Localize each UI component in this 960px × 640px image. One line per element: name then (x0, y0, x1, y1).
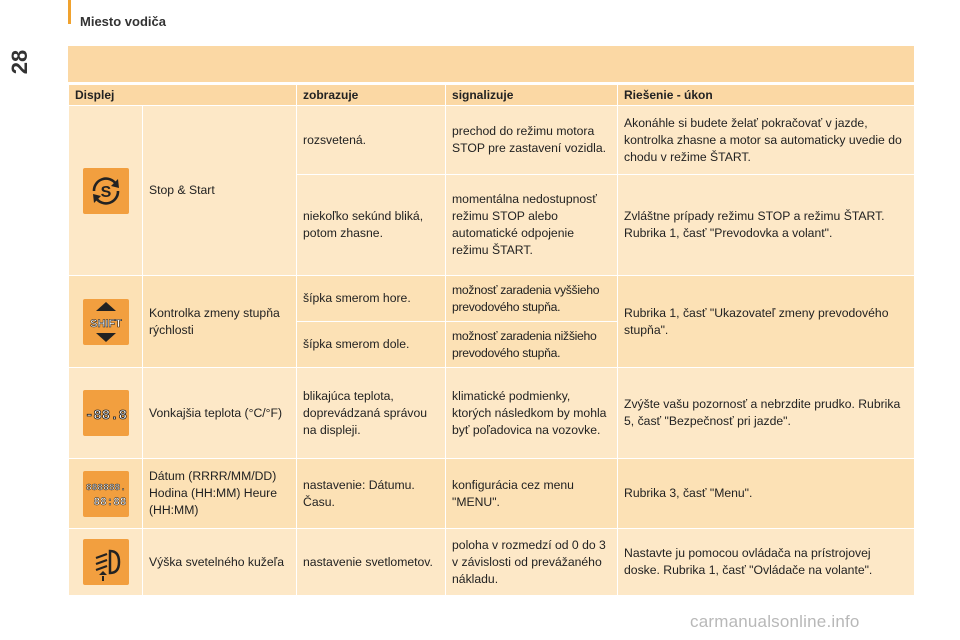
temperature-icon-text: -88.8 (84, 408, 127, 424)
stop-start-name: Stop & Start (143, 106, 297, 276)
headlamp-action: Nastavte ju pomocou ovládača na prístrojovej doske. Rubrika 1, časť "Ovládače na volante". (618, 529, 915, 596)
header-shows: zobrazuje (297, 85, 446, 106)
headlamp-icon-cell (69, 529, 143, 596)
shift-signals-a: možnosť zaradenia vyššieho prevodového stupňa. (446, 276, 618, 322)
table-row (69, 459, 915, 529)
temperature-shows: blikajúca teplota, doprevádzaná správou na displeji. (297, 368, 446, 459)
stop-start-shows-a: rozsvetená. (297, 106, 446, 175)
temperature-icon-cell (69, 368, 143, 459)
svg-text:S: S (100, 183, 111, 201)
stop-start-signals-a: prechod do režimu motora STOP pre zastavení vozidla. (446, 106, 618, 175)
shift-action: Rubrika 1, časť "Ukazovateľ zmeny prevodového stupňa". (618, 276, 915, 368)
table-banner (68, 46, 914, 82)
shift-shows-b: šípka smerom dole. (297, 322, 446, 368)
stop-start-s-icon (83, 168, 129, 214)
header-display: Displej (69, 85, 297, 106)
outside-temperature-display-icon (83, 390, 129, 436)
datetime-name: Dátum (RRRR/MM/DD) Hodina (HH:MM) Heure (HH:MM) (143, 459, 297, 529)
warning-display-table (68, 84, 915, 596)
table-row (69, 106, 915, 175)
page-number: 28 (7, 49, 32, 75)
headlamp-beam-height-icon (83, 539, 129, 585)
temperature-signals: klimatické podmienky, ktorých následkom by mohla byť poľadovica na vozovke. (446, 368, 618, 459)
shift-icon-cell (69, 276, 143, 368)
stop-start-action-a: Akonáhle si budete želať pokračovať v jazde, kontrolka zhasne a motor sa automaticky uvedie do chodu v režime ŠTART. (618, 106, 915, 175)
gear-shift-indicator-icon (83, 299, 129, 345)
shift-shows-a: šípka smerom hore. (297, 276, 446, 322)
section-title: Miesto vodiča (80, 14, 166, 29)
shift-signals-b: možnosť zaradenia nižšieho prevodového stupňa. (446, 322, 618, 368)
stop-start-signals-b: momentálna nedostupnosť režimu STOP alebo automatické odpojenie režimu ŠTART. (446, 175, 618, 276)
shift-icon-text: SHIFT (89, 317, 122, 330)
temperature-name: Vonkajšia teplota (°C/°F) (143, 368, 297, 459)
headlamp-signals: poloha v rozmedzí od 0 do 3 v závislosti od prevážaného nákladu. (446, 529, 618, 596)
table-header-row (69, 85, 915, 106)
datetime-shows: nastavenie: Dátumu. Času. (297, 459, 446, 529)
headlamp-name: Výška svetelného kužeľa (143, 529, 297, 596)
table-row (69, 529, 915, 596)
shift-name: Kontrolka zmeny stupňa rýchlosti (143, 276, 297, 368)
datetime-icon-text-2: 88:88 (92, 496, 127, 509)
temperature-action: Zvýšte vašu pozornosť a nebrzdite prudko. Rubrika 5, časť "Bezpečnosť pri jazde". (618, 368, 915, 459)
datetime-icon-cell (69, 459, 143, 529)
date-time-display-icon (83, 471, 129, 517)
accent-bar (68, 0, 71, 24)
datetime-icon-text-1: 888888. (85, 481, 126, 493)
table-row (69, 276, 915, 322)
table-row (69, 368, 915, 459)
header-action: Riešenie - úkon (618, 85, 915, 106)
watermark: carmanualsonline.info (690, 612, 860, 631)
headlamp-shows: nastavenie svetlometov. (297, 529, 446, 596)
header-signals: signalizuje (446, 85, 618, 106)
stop-start-action-b: Zvláštne prípady režimu STOP a režimu ŠTART. Rubrika 1, časť "Prevodovka a volant". (618, 175, 915, 276)
stop-start-icon-cell (69, 106, 143, 276)
stop-start-shows-b: niekoľko sekúnd bliká, potom zhasne. (297, 175, 446, 276)
datetime-action: Rubrika 3, časť "Menu". (618, 459, 915, 529)
datetime-signals: konfigurácia cez menu "MENU". (446, 459, 618, 529)
